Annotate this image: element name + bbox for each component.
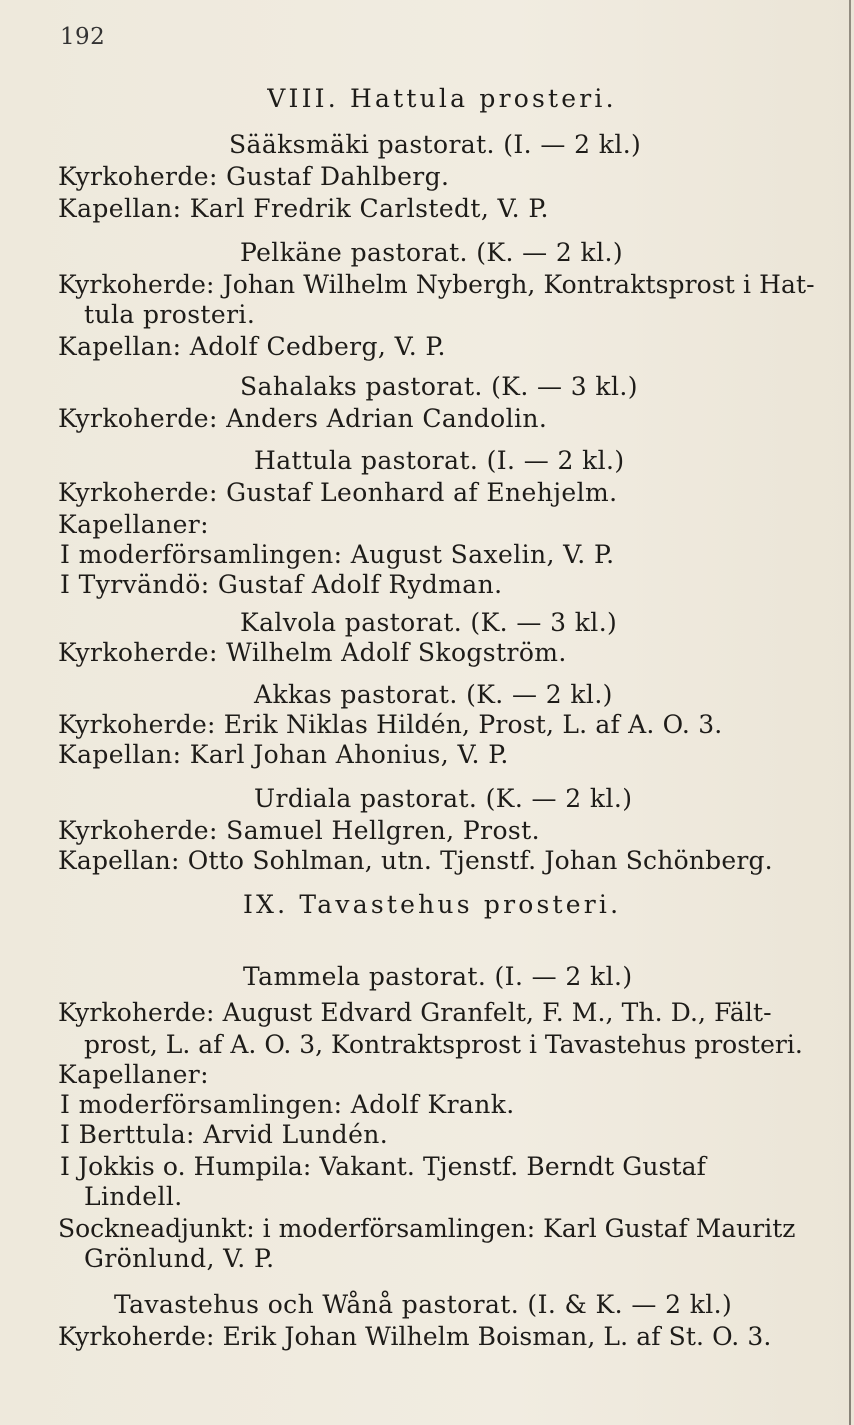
entry-line: prost, L. af A. O. 3, Kontraktsprost i Tavastehus prosteri. [84,1030,803,1059]
entry-line: Kapellan: Adolf Cedberg, V. P. [58,332,446,361]
entry-line: Kapellan: Karl Fredrik Carlstedt, V. P. [58,194,549,223]
entry-line: Kyrkoherde: Johan Wilhelm Nybergh, Kontraktsprost i Hat- [58,270,815,299]
parish-heading: Tavastehus och Wånå pastorat. (I. & K. — 2 kl.) [114,1290,733,1319]
entry-line: I Tyrvändö: Gustaf Adolf Rydman. [60,570,503,599]
section-heading: IX. Tavastehus prosteri. [243,890,622,919]
entry-line: Kyrkoherde: Anders Adrian Candolin. [58,404,548,433]
entry-line: Kyrkoherde: Gustaf Leonhard af Enehjelm. [58,478,618,507]
section-heading: VIII. Hattula prosteri. [267,84,617,113]
entry-line: Kyrkoherde: Erik Johan Wilhelm Boisman, L. af St. O. 3. [58,1322,772,1351]
entry-line: Kyrkoherde: Gustaf Dahlberg. [58,162,450,191]
entry-line: Kapellan: Otto Sohlman, utn. Tjenstf. Johan Schönberg. [58,846,773,875]
parish-heading: Urdiala pastorat. (K. — 2 kl.) [254,784,633,813]
parish-heading: Sääksmäki pastorat. (I. — 2 kl.) [229,130,642,159]
page-edge [849,0,851,1425]
entry-line: Lindell. [84,1182,183,1211]
entry-line: Grönlund, V. P. [84,1244,275,1273]
entry-line: Kapellaner: [58,510,209,539]
parish-heading: Hattula pastorat. (I. — 2 kl.) [254,446,625,475]
entry-line: Kyrkoherde: Samuel Hellgren, Prost. [58,816,540,845]
entry-line: I moderförsamlingen: Adolf Krank. [60,1090,515,1119]
parish-heading: Sahalaks pastorat. (K. — 3 kl.) [240,372,638,401]
entry-line: Kapellan: Karl Johan Ahonius, V. P. [58,740,509,769]
entry-line: tula prosteri. [84,300,256,329]
parish-heading: Akkas pastorat. (K. — 2 kl.) [254,680,613,709]
entry-line: I Jokkis o. Humpila: Vakant. Tjenstf. Berndt Gustaf [60,1152,706,1181]
entry-line: Sockneadjunkt: i moderförsamlingen: Karl Gustaf Mauritz [58,1214,796,1243]
parish-heading: Pelkäne pastorat. (K. — 2 kl.) [240,238,623,267]
page-number: 192 [60,24,106,50]
parish-heading: Kalvola pastorat. (K. — 3 kl.) [240,608,618,637]
entry-line: I Berttula: Arvid Lundén. [60,1120,389,1149]
entry-line: Kyrkoherde: Wilhelm Adolf Skogström. [58,638,567,667]
parish-heading: Tammela pastorat. (I. — 2 kl.) [243,962,633,991]
entry-line: Kyrkoherde: August Edvard Granfelt, F. M., Th. D., Fält- [58,998,772,1027]
entry-line: Kapellaner: [58,1060,209,1089]
entry-line: I moderförsamlingen: August Saxelin, V. P. [60,540,615,569]
entry-line: Kyrkoherde: Erik Niklas Hildén, Prost, L. af A. O. 3. [58,710,723,739]
